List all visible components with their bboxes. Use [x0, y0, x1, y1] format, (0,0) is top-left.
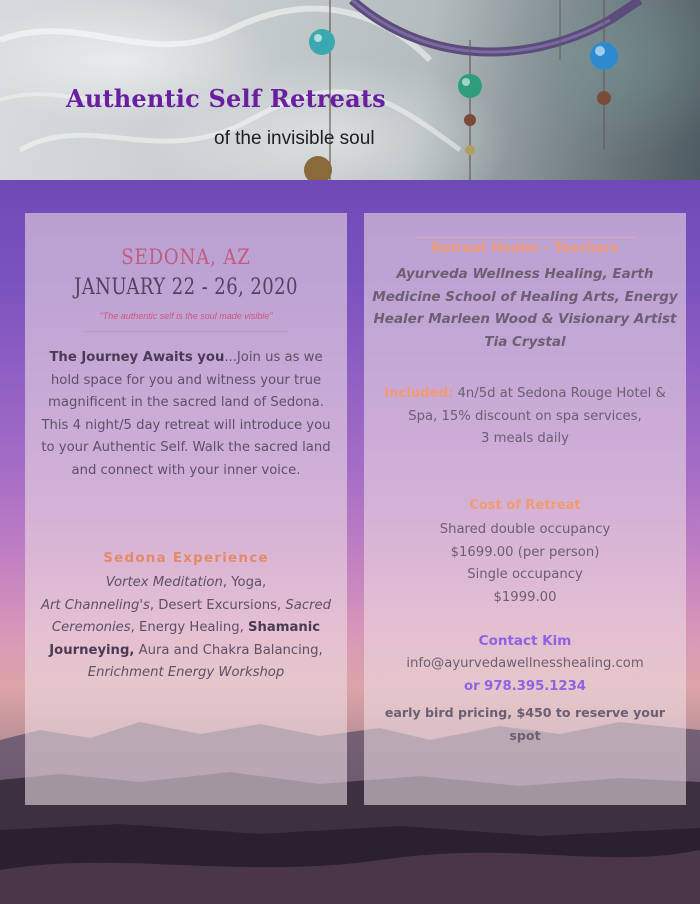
divider — [85, 331, 287, 332]
healer-list: Ayurveda Wellness Healing, Earth Medicine School of Healing Arts, Energy Healer Marleen Wood & Visionary Artist Tia Crystal — [372, 266, 678, 350]
journey-lead: The Journey Awaits you — [49, 350, 225, 365]
event-location: SEDONA, AZ — [121, 245, 251, 269]
experience-separator: Aura and Chakra Balancing, — [134, 642, 323, 658]
experience-list — [37, 572, 335, 685]
header-title: Authentic Self Retreats — [66, 84, 386, 113]
experience-item: Art Channeling's — [40, 597, 150, 613]
healer-heading: Retreat Healer - Teachers — [431, 241, 619, 256]
event-details-panel — [25, 213, 347, 805]
cost-list — [364, 519, 686, 609]
contact-heading: Contact Kim — [478, 633, 572, 649]
contact-email[interactable]: info@ayurvedawellnesshealing.com — [406, 656, 644, 671]
contact-phone[interactable]: or 978.395.1234 — [464, 679, 586, 694]
journey-description — [39, 347, 333, 483]
divider — [416, 237, 636, 238]
included-info — [382, 383, 668, 451]
header-subtitle: of the invisible soul — [214, 128, 375, 149]
experience-separator: , Yoga, — [222, 575, 267, 590]
experience-item: Vortex Meditation — [105, 575, 223, 590]
experience-separator: , Desert Excursions, — [149, 597, 286, 613]
experience-item: Enrichment Energy Workshop — [87, 665, 285, 681]
cost-line: Single occupancy — [467, 567, 583, 583]
event-dates: JANUARY 22 - 26, 2020 — [74, 275, 298, 300]
pricing-note: early bird pricing, $450 to reserve your spot — [384, 705, 666, 743]
included-text: 4n/5d at Sedona Rouge Hotel & Spa, 15% discount on spa services, — [408, 386, 666, 424]
included-label: Included: — [384, 386, 454, 401]
included-meals: 3 meals daily — [481, 431, 569, 447]
experience-separator: , Energy Healing, — [130, 620, 248, 636]
experience-item: Shamanic Journeying, — [49, 620, 321, 658]
cost-line: $1699.00 (per person) — [450, 544, 600, 560]
cost-line: Shared double occupancy — [439, 522, 611, 537]
retreat-info-panel — [364, 213, 686, 805]
experience-heading: Sedona Experience — [103, 550, 269, 566]
cost-line: $1999.00 — [493, 589, 557, 605]
experience-item: Sacred Ceremonies — [51, 597, 332, 636]
journey-text: ...Join us as we hold space for you and witness your true magnificent in the sacred land of Sedona. This 4 night/5 day retreat will introduce you to your Authentic Self. Walk the sacred land and connect with your inner voice. — [41, 350, 331, 478]
event-quote: "The authentic self is the soul made visible" — [99, 311, 273, 321]
header-banner — [0, 0, 700, 180]
cost-heading: Cost of Retreat — [469, 498, 581, 513]
